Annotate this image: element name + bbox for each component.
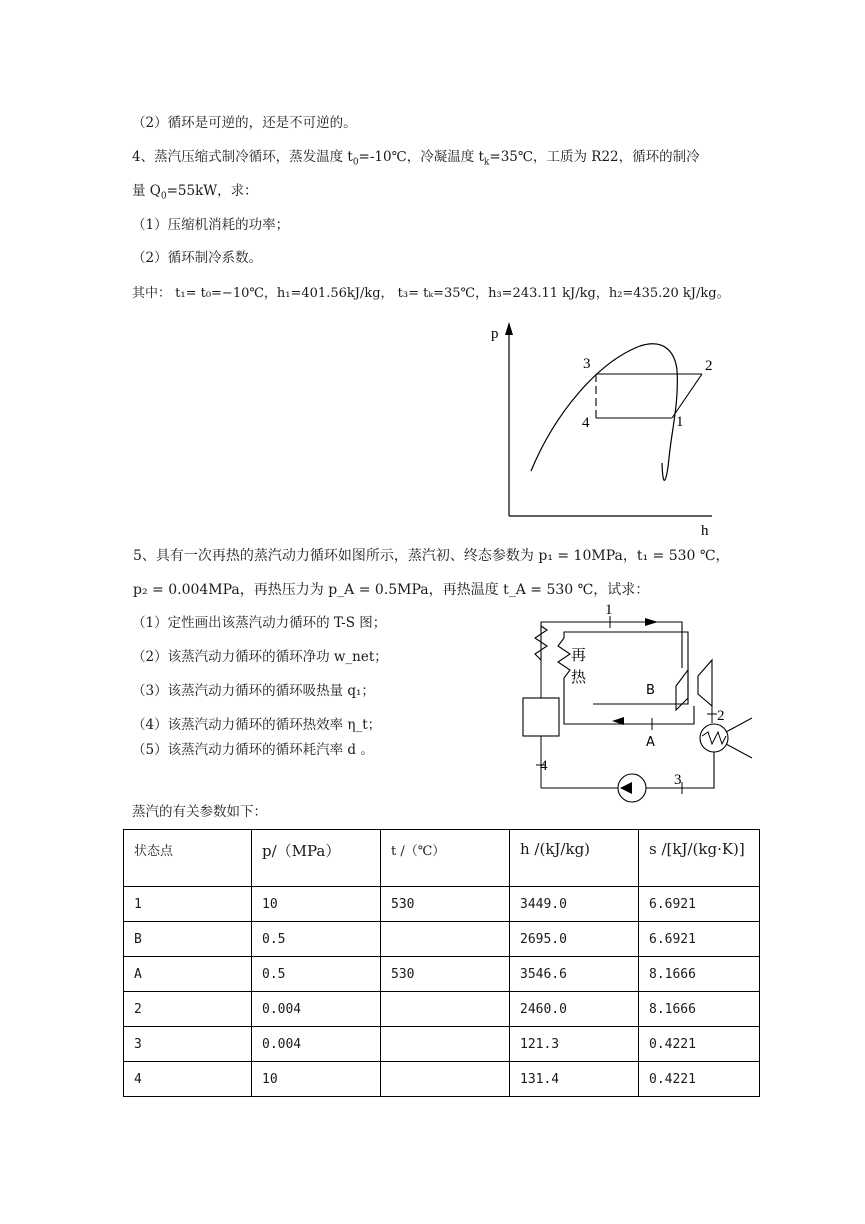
table-cell: B [124, 922, 252, 957]
table-cell [381, 922, 510, 957]
table-header-row [124, 830, 760, 887]
q5-title-line1: 5、具有一次再热的蒸汽动力循环如图所示，蒸汽初、终态参数为 p₁ = 10MPa，t₁ = 530 ℃， [133, 548, 730, 564]
header-cell: p/（MPa） [252, 830, 381, 887]
condenser [700, 724, 728, 752]
table-cell: 6.6921 [639, 922, 760, 957]
point-2-label: 2 [705, 358, 713, 374]
table-cell: 0.004 [252, 1027, 381, 1062]
point-3-label: 3 [674, 772, 682, 788]
q4-item-1: （1）压缩机消耗的功率； [132, 217, 290, 233]
p-axis-arrow [505, 322, 513, 335]
table-cell: 0.4221 [639, 1027, 760, 1062]
table-cell: 0.5 [252, 957, 381, 992]
table-cell: 1 [124, 887, 252, 922]
point-2-label: 2 [717, 708, 725, 724]
cooling-water-line [726, 744, 752, 758]
steam-property-table [123, 829, 760, 1097]
q5-item-3: （3）该蒸汽动力循环的循环吸热量 q₁； [132, 683, 375, 699]
table-cell [381, 992, 510, 1027]
header-cell: t /（℃） [381, 830, 510, 887]
table-cell: 530 [381, 887, 510, 922]
q3-item-2: （2）循环是可逆的，还是不可逆的。 [132, 115, 357, 131]
table-row [124, 957, 760, 992]
point-3-label: 3 [583, 356, 591, 372]
table-cell: 3546.6 [510, 957, 639, 992]
lp-turbine [698, 660, 712, 706]
q4-sub: k [483, 157, 490, 168]
q4-title-part: 量 Q [132, 183, 161, 199]
q4-title-line1 [132, 148, 700, 172]
table-cell: 131.4 [510, 1062, 639, 1097]
reheat-label-2: 热 [571, 668, 587, 686]
q4-item-2: （2）循环制冷系数。 [132, 250, 263, 266]
table-cell: 6.6921 [639, 887, 760, 922]
q5-item-4: （4）该蒸汽动力循环的循环热效率 η_t； [132, 717, 382, 733]
header-cell: s /[kJ/(kg·K)] [639, 830, 760, 887]
cooling-water-line [726, 718, 752, 732]
table-cell: 3 [124, 1027, 252, 1062]
table-cell: 530 [381, 957, 510, 992]
q4-sub: 0 [352, 157, 359, 168]
table-row [124, 1027, 760, 1062]
q5-item-5: （5）该蒸汽动力循环的循环耗汽率 d 。 [132, 742, 374, 758]
boiler [523, 698, 559, 736]
table-cell: 2 [124, 992, 252, 1027]
cycle-schematic [512, 598, 757, 808]
point-1-label: 1 [676, 414, 684, 430]
table-cell: 0.004 [252, 992, 381, 1027]
q4-sub: 0 [160, 191, 167, 202]
q4-title-part: =55kW，求： [166, 183, 258, 199]
header-cell: 状态点 [124, 830, 252, 887]
q5-item-2: （2）该蒸汽动力循环的循环净功 w_net； [132, 649, 388, 665]
point-1-label: 1 [605, 602, 613, 618]
h-axis-label: h [701, 523, 709, 539]
table-cell: 2460.0 [510, 992, 639, 1027]
table-cell: 3449.0 [510, 887, 639, 922]
header-cell: h /(kJ/kg) [510, 830, 639, 887]
table-cell: 8.1666 [639, 957, 760, 992]
q4-title-part: =-10℃，冷凝温度 t [358, 149, 484, 165]
q5-title-line2: p₂ = 0.004MPa，再热压力为 p_A = 0.5MPa，再热温度 t_A = 530 ℃，试求： [133, 582, 650, 598]
table-row [124, 992, 760, 1027]
q4-given: 其中： t₁= t₀=−10℃，h₁=401.56kJ/kg， t₃= tₖ=35℃，h₃=243.11 kJ/kg，h₂=435.20 kJ/kg。 [132, 286, 730, 301]
q4-title-part: 4、蒸汽压缩式制冷循环，蒸发温度 t [132, 149, 353, 165]
table-cell [381, 1027, 510, 1062]
table-row [124, 1062, 760, 1097]
q4-title-line2 [132, 182, 258, 206]
table-cell: 2695.0 [510, 922, 639, 957]
q5-item-1: （1）定性画出该蒸汽动力循环的 T-S 图； [132, 615, 387, 631]
reheat-label-1: 再 [571, 646, 587, 664]
condenser-coil [702, 732, 726, 744]
table-cell: 0.5 [252, 922, 381, 957]
table-cell: 10 [252, 1062, 381, 1097]
point-A-label: A [646, 735, 655, 750]
ph-diagram [480, 318, 730, 540]
table-cell: 10 [252, 887, 381, 922]
table-cell [381, 1062, 510, 1097]
p-axis-label: p [491, 326, 499, 342]
table-cell: 0.4221 [639, 1062, 760, 1097]
point-B-label: B [646, 683, 655, 698]
table-row [124, 922, 760, 957]
saturation-curve [531, 344, 677, 481]
flow-arrow [645, 618, 658, 626]
q4-title-part: =35℃，工质为 R22，循环的制冷 [489, 149, 700, 165]
point-4-label: 4 [540, 758, 548, 774]
table-row [124, 887, 760, 922]
pump-arrow [620, 782, 632, 794]
table-cell: 8.1666 [639, 992, 760, 1027]
point-4-label: 4 [582, 415, 590, 431]
table-caption: 蒸汽的有关参数如下： [132, 804, 267, 820]
table-cell: 4 [124, 1062, 252, 1097]
table-cell: 121.3 [510, 1027, 639, 1062]
pipe-main-steam [541, 622, 682, 668]
table-cell: A [124, 957, 252, 992]
